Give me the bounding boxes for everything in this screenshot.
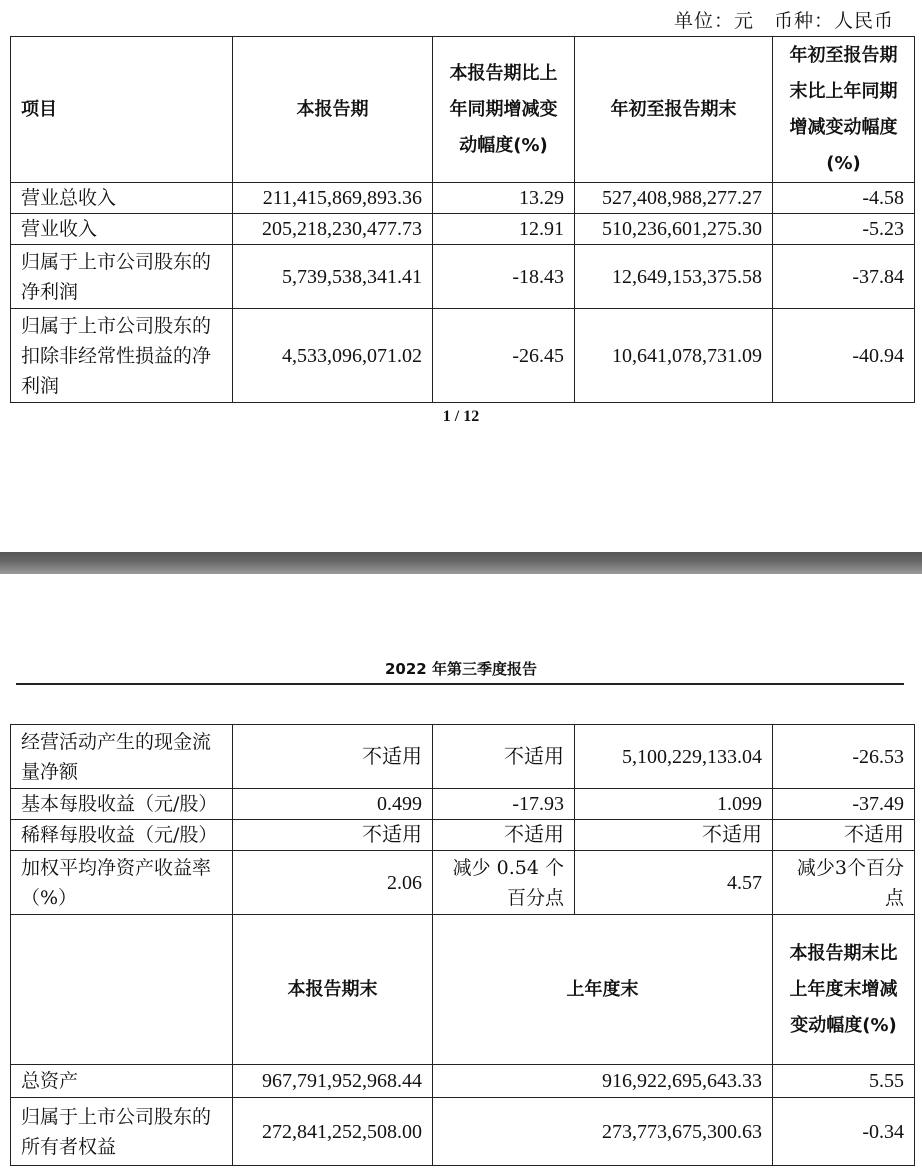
balance-header-row [11, 915, 915, 1065]
key-financials-table-continued [10, 724, 915, 1166]
cell-prior-year-end: 273,773,675,300.63 [433, 1098, 773, 1166]
table-row [11, 183, 915, 214]
report-page-1 [0, 0, 922, 552]
unit-currency-label: 单位：元 币种：人民币 [673, 10, 894, 32]
col-header-item: 项目 [11, 37, 233, 183]
cell-current-change: 不适用 [433, 820, 575, 851]
cell-current-change: 12.91 [433, 214, 575, 245]
cell-balance-change: -0.34 [773, 1098, 915, 1166]
cell-current-change: -18.43 [433, 245, 575, 309]
cell-ytd-change: -26.53 [773, 725, 915, 789]
table-row [11, 309, 915, 403]
cell-ytd-change: -4.58 [773, 183, 915, 214]
table-row [11, 725, 915, 789]
cell-ytd: 10,641,078,731.09 [575, 309, 773, 403]
table-row [11, 820, 915, 851]
row-label: 归属于上市公司股东的净利润 [11, 245, 233, 309]
cell-ytd-change: -5.23 [773, 214, 915, 245]
cell-ytd: 12,649,153,375.58 [575, 245, 773, 309]
col-header-balance-change: 本报告期末比上年度末增减变动幅度(%) [773, 915, 915, 1065]
table-row [11, 245, 915, 309]
table-row [11, 789, 915, 820]
cell-period-end: 967,791,952,968.44 [233, 1065, 433, 1098]
cell-ytd-change: -40.94 [773, 309, 915, 403]
cell-current: 4,533,096,071.02 [233, 309, 433, 403]
cell-current: 不适用 [233, 725, 433, 789]
header-rule [16, 683, 904, 685]
cell-ytd: 不适用 [575, 820, 773, 851]
cell-current: 5,739,538,341.41 [233, 245, 433, 309]
cell-current-change: 13.29 [433, 183, 575, 214]
cell-ytd-change: -37.84 [773, 245, 915, 309]
table-row [11, 851, 915, 915]
row-label: 归属于上市公司股东的扣除非经常性损益的净利润 [11, 309, 233, 403]
key-financials-table [10, 36, 915, 403]
cell-current: 2.06 [233, 851, 433, 915]
cell-balance-change: 5.55 [773, 1065, 915, 1098]
report-page-2 [0, 574, 922, 1176]
row-label: 加权平均净资产收益率（%） [11, 851, 233, 915]
table-row [11, 1098, 915, 1166]
row-label: 营业总收入 [11, 183, 233, 214]
table-row [11, 1065, 915, 1098]
cell-current: 不适用 [233, 820, 433, 851]
cell-ytd: 5,100,229,133.04 [575, 725, 773, 789]
col-header-period-end: 本报告期末 [233, 915, 433, 1065]
col-header-prior-year-end: 上年度末 [433, 915, 773, 1065]
row-label: 总资产 [11, 1065, 233, 1098]
row-label: 归属于上市公司股东的所有者权益 [11, 1098, 233, 1166]
col-header-current: 本报告期 [233, 37, 433, 183]
cell-ytd: 527,408,988,277.27 [575, 183, 773, 214]
cell-current-change: 减少 0.54 个百分点 [433, 851, 575, 915]
col-header-current-change: 本报告期比上年同期增减变动幅度(%) [433, 37, 575, 183]
cell-ytd-change: -37.49 [773, 789, 915, 820]
cell-ytd-change: 不适用 [773, 820, 915, 851]
row-label: 经营活动产生的现金流量净额 [11, 725, 233, 789]
cell-current-change: -17.93 [433, 789, 575, 820]
cell-current-change: -26.45 [433, 309, 575, 403]
report-header-title: 2022 年第三季度报告 [385, 660, 537, 678]
row-label: 稀释每股收益（元/股） [11, 820, 233, 851]
cell-current: 0.499 [233, 789, 433, 820]
cell-ytd-change: 减少3个百分点 [773, 851, 915, 915]
col-header-ytd-change: 年初至报告期末比上年同期增减变动幅度(%) [773, 37, 915, 183]
cell-current: 211,415,869,893.36 [233, 183, 433, 214]
row-label: 基本每股收益（元/股） [11, 789, 233, 820]
cell-current-change: 不适用 [433, 725, 575, 789]
col-header-ytd: 年初至报告期末 [575, 37, 773, 183]
cell-prior-year-end: 916,922,695,643.33 [433, 1065, 773, 1098]
row-label: 营业收入 [11, 214, 233, 245]
cell-period-end: 272,841,252,508.00 [233, 1098, 433, 1166]
page-number: 1 / 12 [442, 408, 480, 425]
cell-ytd: 510,236,601,275.30 [575, 214, 773, 245]
table-row [11, 214, 915, 245]
blank-header-cell [11, 915, 233, 1065]
cell-ytd: 4.57 [575, 851, 773, 915]
table-header-row [11, 37, 915, 183]
cell-ytd: 1.099 [575, 789, 773, 820]
cell-current: 205,218,230,477.73 [233, 214, 433, 245]
page-separator [0, 552, 922, 574]
